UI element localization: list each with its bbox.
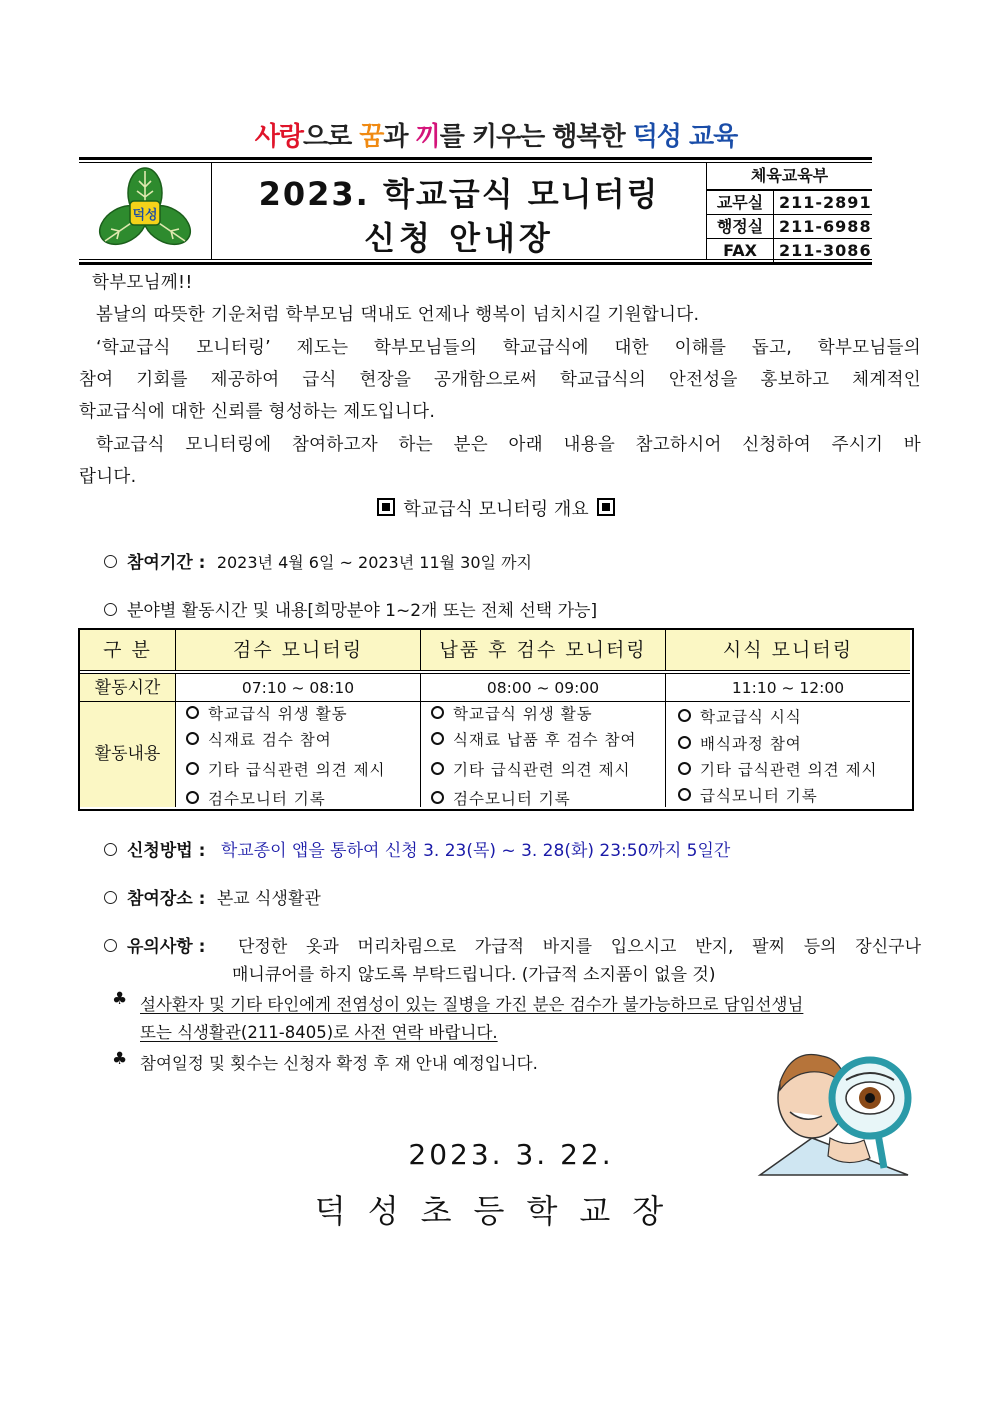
paragraph-line: 참여 기회를 제공하여 급식 현장을 공개함으로써 학교급식의 안전성을 홍보하고 체계적인 (79, 370, 921, 390)
item-text: 학교급식 위생 활동 (208, 705, 348, 723)
contact-row (707, 191, 872, 215)
club-bullet-icon: ♣ (112, 989, 128, 1009)
square-bullet-icon (377, 498, 395, 516)
logo-cell (79, 163, 212, 259)
list-item (431, 728, 636, 750)
notice-label: 유의사항 : (127, 937, 206, 957)
logo-text: 덕성 (132, 208, 158, 223)
contact-number: 211-6988 (779, 217, 872, 236)
page-subtitle: 신청 안내장 (364, 219, 554, 257)
note-text: 또는 식생활관(211-8405)로 사전 연락 바랍니다. (140, 1023, 498, 1042)
ring-bullet-icon (678, 709, 691, 722)
ring-bullet-icon (431, 791, 444, 804)
contact-label: 행정실 (707, 215, 774, 238)
period-label: 참여기간 : (127, 553, 206, 573)
notice-text: 단정한 옷과 머리차림으로 가급적 바지를 입으시고 반지, 팔찌 등의 장신구나 (238, 937, 921, 957)
time-cell: 11:10 ~ 12:00 (666, 674, 910, 702)
school-signature: 덕성초등학교장 (314, 1192, 686, 1230)
content-cell (176, 702, 421, 807)
item-text: 기타 급식관련 의견 제시 (700, 761, 878, 779)
contact-number: 211-2891 (779, 193, 872, 212)
time-label-cell: 활동시간 (80, 674, 176, 702)
document-header (79, 157, 872, 265)
contact-row (707, 239, 872, 262)
department: 체육교육부 (707, 163, 872, 191)
list-item (431, 787, 571, 809)
item-text: 식재료 납품 후 검수 참여 (453, 731, 637, 749)
ring-bullet-icon (678, 736, 691, 749)
item-text: 학교급식 위생 활동 (453, 705, 593, 723)
paragraph-line: 랍니다. (79, 467, 137, 487)
list-item (678, 758, 878, 780)
item-text: 기타 급식관련 의견 제시 (208, 761, 386, 779)
ring-bullet-icon (431, 762, 444, 775)
school-slogan (0, 116, 992, 153)
fields-line (104, 596, 597, 621)
list-item (431, 758, 631, 780)
content-label-cell: 활동내용 (80, 702, 176, 807)
slogan-part: 꿈 (359, 122, 384, 152)
contact-info (707, 163, 872, 259)
list-item (431, 702, 593, 724)
contact-number: 211-3086 (779, 241, 872, 260)
notice-text: 매니큐어를 하지 않도록 부탁드립니다. (가급적 소지품이 없을 것) (232, 965, 716, 985)
overview-title: 학교급식 모니터링 개요 (403, 499, 589, 520)
time-cell: 08:00 ~ 09:00 (421, 674, 666, 702)
list-item (186, 787, 326, 809)
item-text: 학교급식 시식 (700, 708, 802, 726)
slogan-part: 덕성 교육 (632, 122, 738, 152)
table-header-cell: 시식 모니터링 (666, 630, 910, 670)
contact-label: 교무실 (707, 191, 774, 214)
place-value: 본교 식생활관 (216, 889, 321, 909)
period-value: 2023년 4월 6일 ~ 2023년 11월 30일 까지 (216, 553, 532, 572)
place-line (104, 884, 321, 909)
paragraph: 봄날의 따뜻한 기운처럼 학부모님 댁내도 언제나 행복이 넘치시길 기원합니다. (96, 305, 700, 325)
item-text: 식재료 검수 참여 (208, 731, 332, 749)
paragraph-line: 학교급식에 대한 신뢰를 형성하는 제도입니다. (79, 402, 436, 422)
table-header-cell: 납품 후 검수 모니터링 (421, 630, 666, 670)
slogan-part: 으로 (303, 122, 360, 152)
square-bullet-icon (597, 498, 615, 516)
contact-label: FAX (707, 239, 774, 262)
ring-bullet-icon (678, 788, 691, 801)
note-text: 참여일정 및 횟수는 신청자 확정 후 재 안내 예정입니다. (140, 1054, 538, 1073)
list-item (186, 758, 386, 780)
note-text: 설사환자 및 기타 타인에게 전염성이 있는 질병을 가진 분은 검수가 불가능하므로 담임선생님 (140, 995, 804, 1014)
ring-bullet-icon (186, 791, 199, 804)
table-header-cell: 검수 모니터링 (176, 630, 421, 670)
place-label: 참여장소 : (127, 889, 206, 909)
apply-value: 학교종이 앱을 통하여 신청 3. 23(목) ~ 3. 28(화) 23:50까지 5일간 (220, 841, 731, 861)
list-item (186, 728, 332, 750)
list-item (678, 732, 802, 754)
circle-bullet-icon (104, 843, 117, 856)
contact-row (707, 215, 872, 239)
period-line (104, 548, 532, 573)
circle-bullet-icon (104, 555, 117, 568)
item-text: 검수모니터 기록 (453, 790, 571, 808)
slogan-part: 끼 (415, 122, 440, 152)
ring-bullet-icon (431, 706, 444, 719)
title-cell (212, 163, 707, 259)
apply-label: 신청방법 : (127, 841, 206, 861)
circle-bullet-icon (104, 891, 117, 904)
club-bullet-icon: ♣ (112, 1049, 128, 1069)
list-item (186, 702, 348, 724)
ring-bullet-icon (431, 732, 444, 745)
ring-bullet-icon (186, 706, 199, 719)
item-text: 배식과정 참여 (700, 735, 802, 753)
content-cell (421, 702, 666, 807)
apply-line (104, 836, 730, 861)
item-text: 검수모니터 기록 (208, 790, 326, 808)
list-item (678, 784, 818, 806)
slogan-part: 를 키우는 행복한 (439, 122, 633, 152)
paragraph-line: ‘학교급식 모니터링’ 제도는 학부모님들의 학교급식에 대한 이해를 돕고, 학부모님들의 (96, 338, 921, 358)
table-header-cell: 구 분 (80, 630, 176, 670)
content-cell (666, 702, 910, 807)
greeting: 학부모님께!! (92, 273, 193, 293)
circle-bullet-icon (104, 603, 117, 616)
slogan-part: 사랑 (254, 122, 303, 152)
item-text: 기타 급식관련 의견 제시 (453, 761, 631, 779)
fields-label: 분야별 활동시간 및 내용[희망분야 1~2개 또는 전체 선택 가능] (127, 601, 598, 621)
ring-bullet-icon (678, 762, 691, 775)
ring-bullet-icon (186, 732, 199, 745)
overview-heading (0, 495, 992, 521)
monitoring-table (78, 628, 914, 811)
notice-line (104, 932, 205, 957)
page-title: 2023. 학교급식 모니터링 (258, 175, 660, 213)
time-cell: 07:10 ~ 08:10 (176, 674, 421, 702)
paragraph-line: 학교급식 모니터링에 참여하고자 하는 분은 아래 내용을 참고하시어 신청하여 주시기 바 (96, 435, 921, 455)
slogan-part: 과 (383, 122, 416, 152)
document-date: 2023. 3. 22. (408, 1138, 614, 1171)
item-text: 급식모니터 기록 (700, 787, 818, 805)
list-item (678, 705, 802, 727)
ring-bullet-icon (186, 762, 199, 775)
circle-bullet-icon (104, 939, 117, 952)
